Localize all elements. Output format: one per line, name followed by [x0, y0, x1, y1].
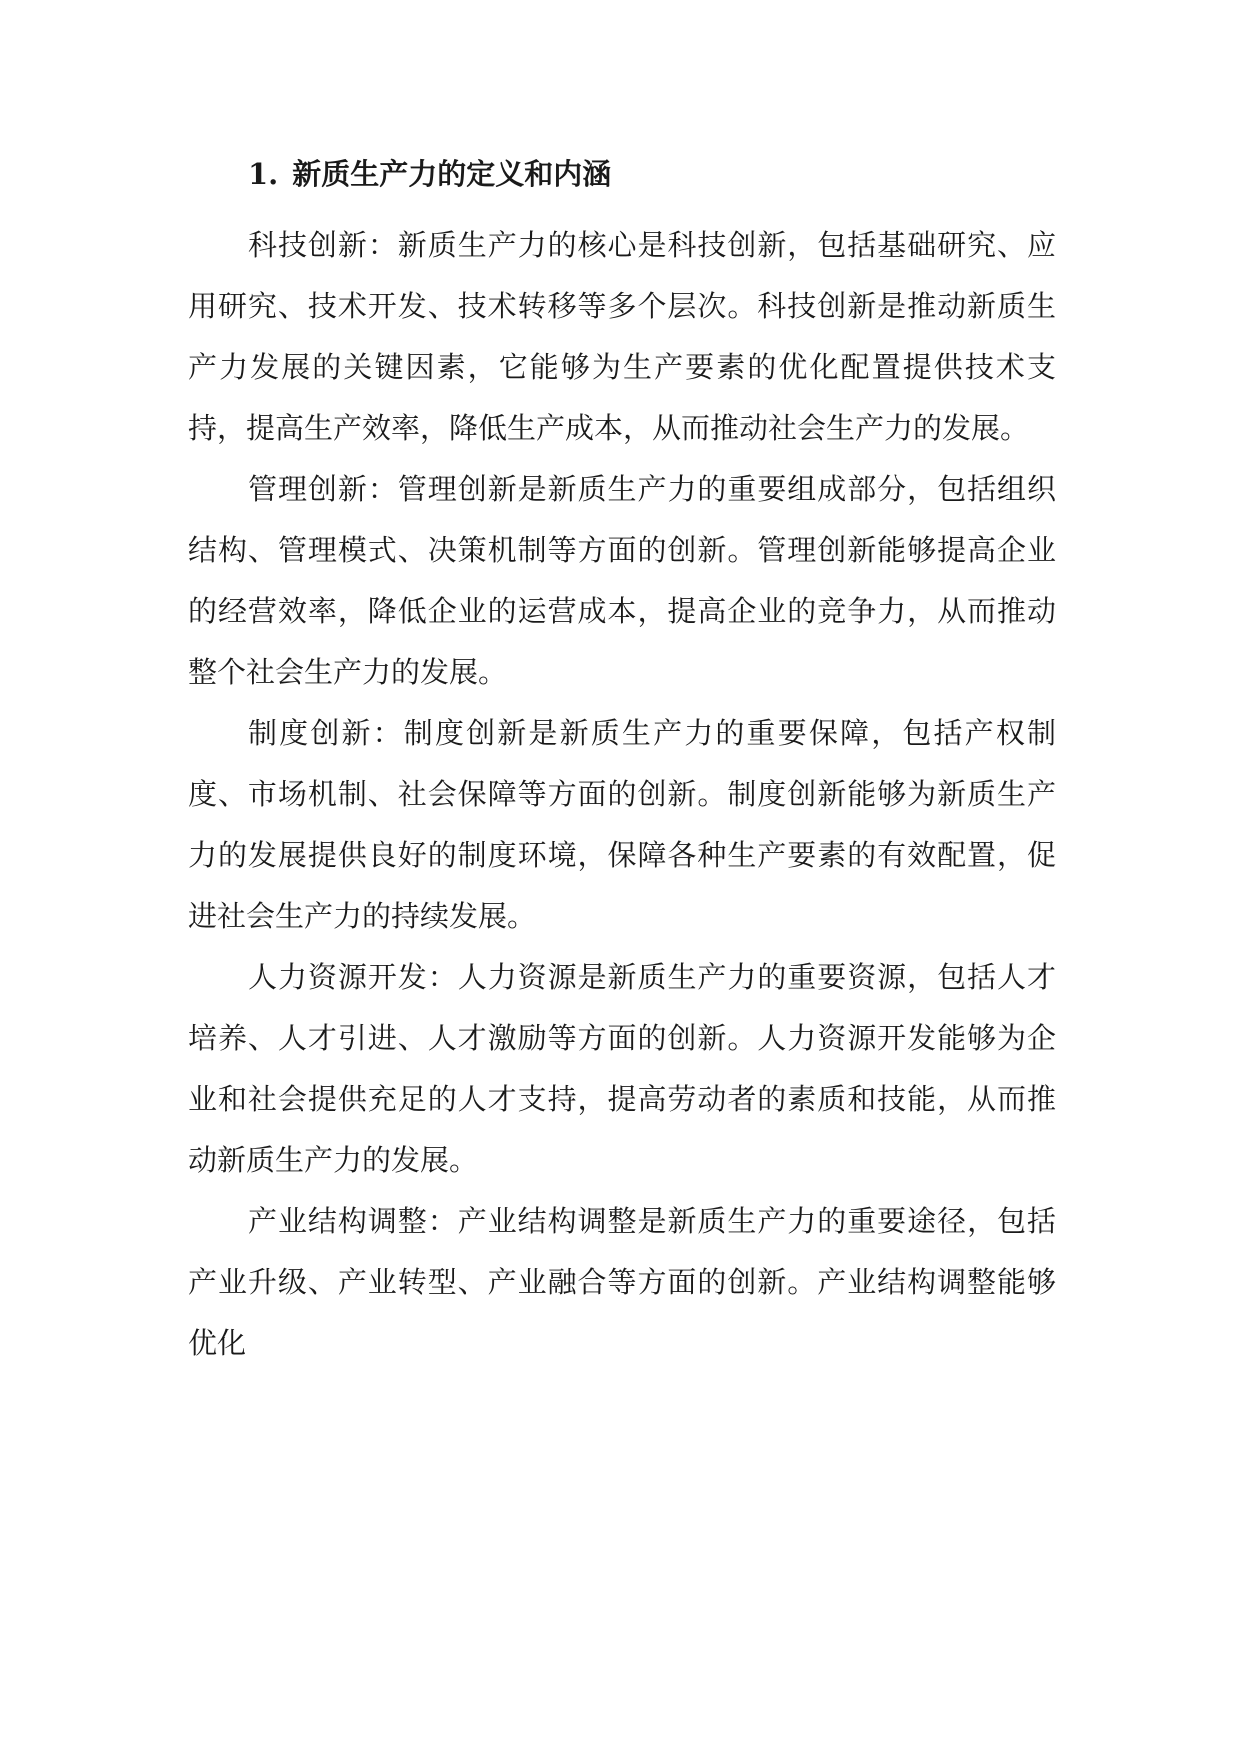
paragraph-tech-innovation: 科技创新：新质生产力的核心是科技创新，包括基础研究、应用研究、技术开发、技术转移等多个层次。科技创新是推动新质生产力发展的关键因素，它能够为生产要素的优化配置提供技术支持，提高生产效率，降低生产成本，从而推动社会生产力的发展。: [188, 228, 1056, 445]
section-number: 1.: [248, 157, 279, 191]
paragraph-institutional-innovation: 制度创新：制度创新是新质生产力的重要保障，包括产权制度、市场机制、社会保障等方面的创新。制度创新能够为新质生产力的发展提供良好的制度环境，保障各种生产要素的有效配置，促进社会生产力的持续发展。: [188, 716, 1056, 933]
section-heading: [248, 150, 611, 198]
paragraph-management-innovation: 管理创新：管理创新是新质生产力的重要组成部分，包括组织结构、管理模式、决策机制等方面的创新。管理创新能够提高企业的经营效率，降低企业的运营成本，提高企业的竞争力，从而推动整个社会生产力的发展。: [188, 472, 1056, 689]
paragraph-human-resources: 人力资源开发：人力资源是新质生产力的重要资源，包括人才培养、人才引进、人才激励等方面的创新。人力资源开发能够为企业和社会提供充足的人才支持，提高劳动者的素质和技能，从而推动新质生产力的发展。: [188, 960, 1056, 1177]
paragraph-industrial-structure: 产业结构调整：产业结构调整是新质生产力的重要途径，包括产业升级、产业转型、产业融合等方面的创新。产业结构调整能够优化: [188, 1204, 1056, 1360]
section-title: 新质生产力的定义和内涵: [292, 157, 612, 191]
body-text: [188, 215, 1056, 1374]
